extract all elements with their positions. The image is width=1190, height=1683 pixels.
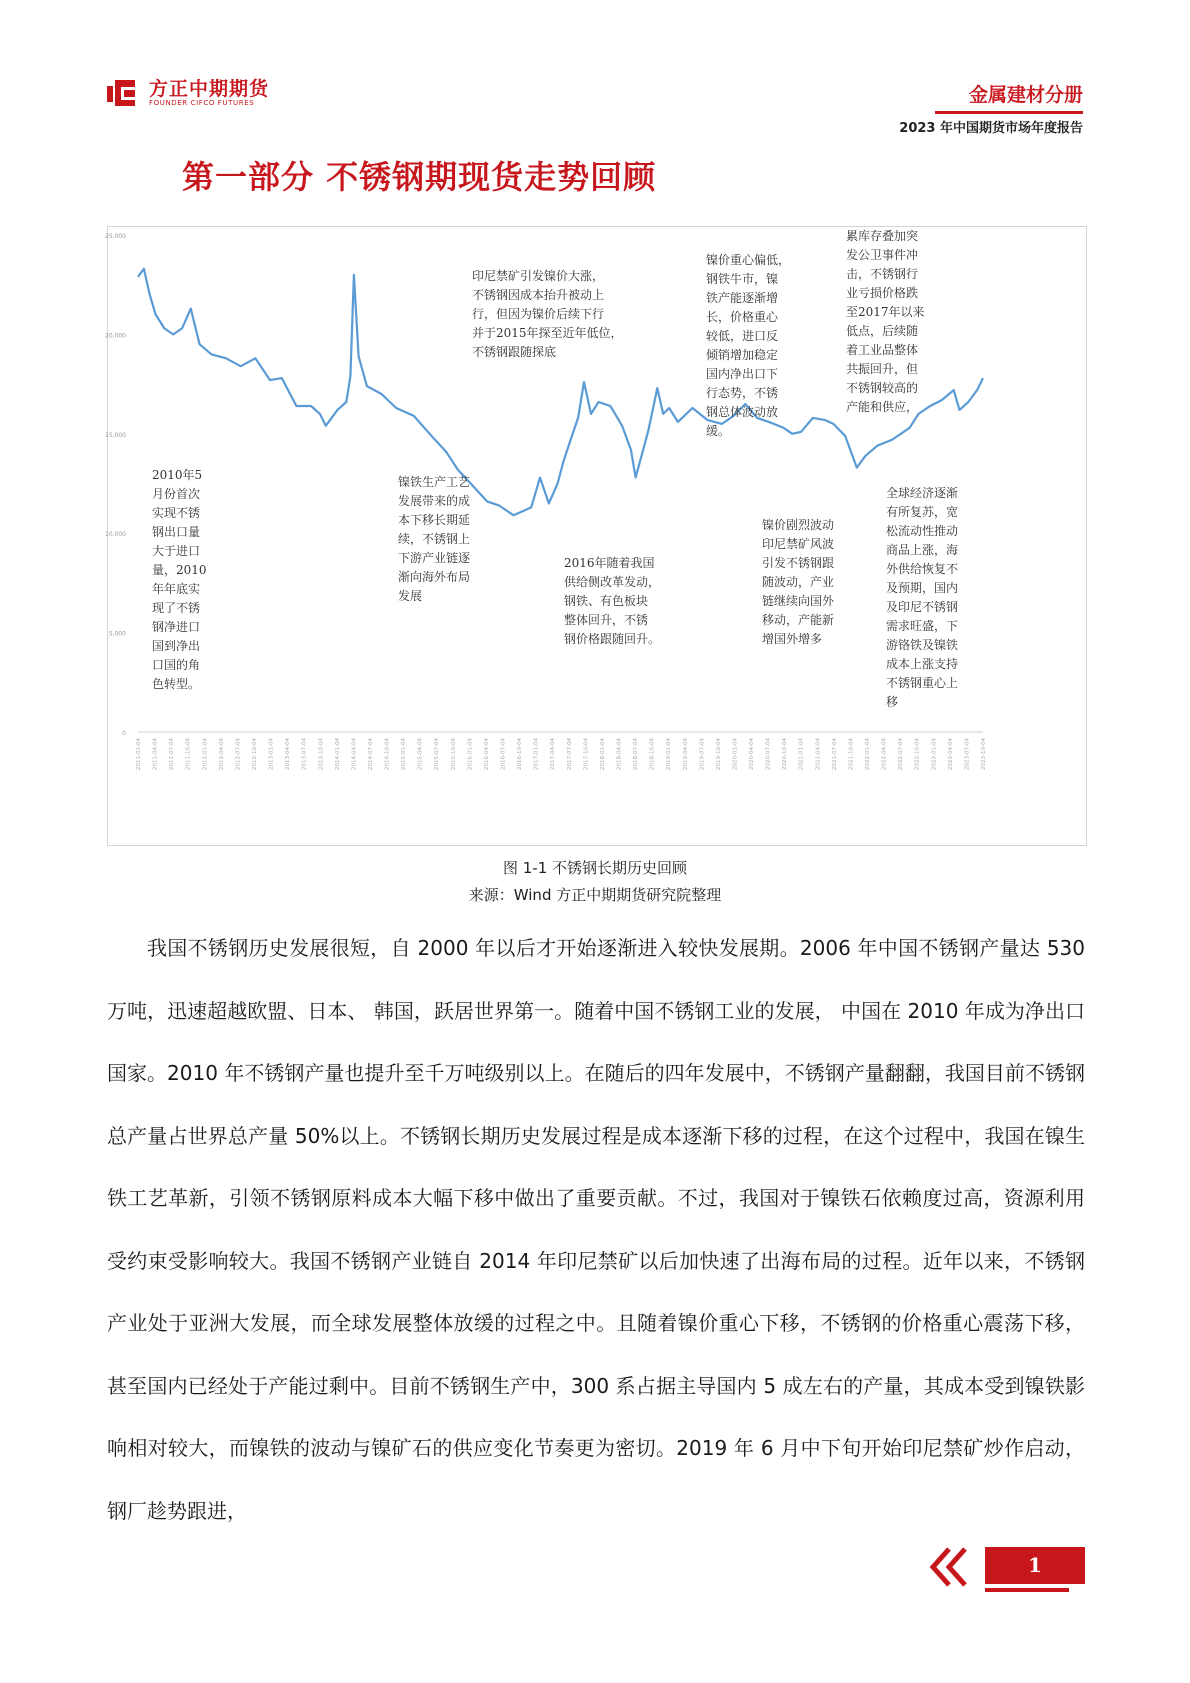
x-tick-label: 2018-01-04	[599, 738, 606, 770]
annotation-line: 钢价格跟随回升。	[564, 632, 661, 646]
annotation-line: 行态势，不锈	[706, 386, 779, 400]
x-tick-label: 2015-07-04	[434, 738, 441, 770]
page-number: 1	[985, 1547, 1085, 1584]
annotation-line: 成本上涨支持	[886, 657, 959, 671]
y-tick-label: 25,000	[105, 233, 126, 240]
x-tick-label: 2020-01-04	[732, 738, 739, 770]
annotation-line: 大于进口	[152, 544, 201, 558]
x-tick-label: 2017-04-04	[550, 738, 557, 770]
annotation-line: 行，但因为镍价后续下行	[472, 307, 605, 321]
annotation-line: 口国的角	[152, 658, 201, 672]
annotation-line: 本下移长期延	[398, 513, 471, 527]
x-tick-label: 2023-01-04	[931, 738, 938, 770]
volume-title: 金属建材分册	[968, 84, 1083, 106]
annotation-line: 2010年5	[152, 468, 203, 482]
x-tick-label: 2021-07-04	[831, 738, 838, 770]
x-tick-label: 2021-04-04	[815, 738, 822, 770]
x-tick-label: 2013-10-04	[318, 738, 325, 770]
annotation-line: 链继续向国外	[762, 594, 835, 608]
annotation-line: 整体回升，不锈	[564, 613, 649, 627]
annotation-line: 累库存叠加突	[846, 229, 919, 243]
report-title: 2023 年中国期货市场年度报告	[899, 121, 1083, 136]
annotation-line: 共振回升，但	[846, 362, 919, 376]
annotation-line: 印尼禁矿风波	[762, 537, 835, 551]
x-tick-label: 2012-01-04	[202, 738, 209, 770]
x-tick-label: 2013-07-04	[301, 738, 308, 770]
x-tick-label: 2011-10-04	[185, 738, 192, 770]
annotation-line: 钢铁牛市，镍	[706, 272, 779, 286]
x-tick-label: 2019-01-04	[666, 738, 673, 770]
annotation-line: 移	[886, 695, 899, 709]
x-tick-label: 2019-10-04	[715, 738, 722, 770]
y-tick-label: 10,000	[105, 531, 126, 539]
x-tick-label: 2014-07-04	[367, 738, 374, 770]
page-underline	[985, 1588, 1069, 1592]
x-tick-label: 2019-04-04	[682, 738, 689, 770]
annotation-line: 镍价剧烈波动	[762, 518, 835, 532]
x-tick-label: 2012-07-04	[235, 738, 242, 770]
annotation-line: 倾销增加稳定	[706, 348, 779, 362]
annotation-line: 缓。	[706, 424, 731, 438]
x-tick-label: 2019-07-04	[699, 738, 706, 770]
x-tick-label: 2011-04-04	[152, 738, 159, 770]
annotation-line: 供给侧改革发动，	[564, 575, 661, 589]
x-tick-label: 2017-01-04	[533, 738, 540, 770]
annotation-line: 国到净出	[152, 639, 201, 653]
x-tick-label: 2016-07-04	[500, 738, 507, 770]
x-tick-label: 2018-07-04	[633, 738, 640, 770]
annotation-indonesia-ban	[472, 267, 632, 362]
annotation-line: 2016年随着我国	[564, 556, 655, 570]
x-tick-label: 2020-04-04	[749, 738, 756, 770]
logo-mark-icon	[105, 78, 143, 108]
y-tick-label: 0	[122, 730, 126, 737]
annotation-line: 钢总体波动放	[706, 405, 779, 419]
annotation-line: 不锈钢重心上	[886, 676, 959, 690]
annotation-line: 年年底实	[152, 582, 201, 596]
annotation-line: 发展带来的成	[398, 494, 471, 508]
annotation-line: 击，不锈钢行	[846, 267, 919, 281]
price-history-chart	[107, 226, 1087, 846]
x-tick-label: 2014-01-04	[334, 738, 341, 770]
annotation-line: 随波动，产业	[762, 575, 835, 589]
annotation-nickel-volatility	[762, 516, 852, 649]
x-tick-label: 2022-07-04	[898, 738, 905, 770]
annotation-line: 及印尼不锈钢	[886, 600, 959, 614]
annotation-line: 钢铁、有色板块	[564, 594, 649, 608]
x-tick-label: 2016-10-04	[517, 738, 524, 770]
x-tick-label: 2023-07-04	[964, 738, 971, 770]
annotation-line: 低点，后续随	[846, 324, 919, 338]
annotation-recovery	[886, 484, 976, 712]
annotation-line: 并于2015年探至近年低位，	[472, 326, 623, 340]
annotation-line: 下游产业链逐	[398, 551, 471, 565]
annotation-line: 镍价重心偏低，	[706, 253, 791, 267]
figure-caption: 图 1-1 不锈钢长期历史回顾	[502, 859, 688, 877]
annotation-line: 铁产能逐渐增	[706, 291, 779, 305]
x-tick-label: 2015-04-04	[417, 738, 424, 770]
annotation-nickel-process	[398, 473, 488, 606]
annotation-public-health	[846, 227, 932, 417]
x-tick-label: 2011-01-04	[136, 738, 142, 770]
annotation-line: 不锈钢因成本抬升被动上	[472, 288, 605, 302]
x-tick-label: 2020-07-04	[765, 738, 772, 770]
annotation-line: 商品上涨，海	[886, 543, 959, 557]
body-paragraph	[107, 917, 1085, 1542]
annotation-line: 印尼禁矿引发镍价大涨，	[472, 269, 605, 283]
annotation-line: 引发不锈钢跟	[762, 556, 835, 570]
annotation-supply-reform	[564, 554, 668, 649]
annotation-line: 不锈钢较高的	[846, 381, 919, 395]
annotation-line: 不锈钢跟随探底	[472, 345, 557, 359]
annotation-line: 业亏损价格跌	[846, 286, 919, 300]
y-tick-label: 15,000	[105, 431, 126, 439]
body-paragraph-text: 我国不锈钢历史发展很短，自 2000 年以后才开始逐渐进入较快发展期。2006 年中国不锈钢产量达 530 万吨，迅速超越欧盟、日本、 韩国，跃居世界第一。随着中国不锈钢工业的发展， 中国在 2010 年成为净出口国家。2010 年不锈钢产量也提升至千万吨级别以上。在随后的四年发展中，不锈钢产量翻翻，我国目前不锈钢总产量占世界总产量 50%以上。不锈钢长期历史发展过程是成本逐渐下移的过程，在这个过程中，我国在镍生铁工艺革新，引领不锈钢原料成本大幅下移中做出了重要贡献。不过，我国对于镍铁石依赖度过高，资源利用受约束受影响较大。我国不锈钢产业链自 2014 年印尼禁矿以后加快速了出海布局的过程。近年以来，不锈钢产业处于亚洲大发展，而全球发展整体放缓的过程之中。且随着镍价重心下移，不锈钢的价格重心震荡下移，甚至国内已经处于产能过剩中。目前不锈钢生产中，300 系占据主导国内 5 成左右的产量，其成本受到镍铁影响相对较大，而镍铁的波动与镍矿石的供应变化节奏更为密切。2019 年 6 月中下旬开始印尼禁矿炒作启动，钢厂趁势跟进，	[107, 936, 1085, 1523]
annotation-line: 发公卫事件冲	[846, 248, 919, 262]
annotation-line: 镍铁生产工艺	[398, 475, 471, 489]
annotation-line: 增国外增多	[762, 632, 823, 646]
logo-name-cn: 方正中期期货	[149, 77, 270, 100]
y-tick-label: 5,000	[108, 630, 126, 638]
x-tick-label: 2015-01-04	[401, 738, 408, 770]
annotation-line: 松流动性推动	[886, 524, 959, 538]
annotation-line: 现了不锈	[152, 601, 201, 615]
annotation-line: 长，价格重心	[706, 310, 779, 324]
x-tick-label: 2014-10-04	[384, 738, 391, 770]
x-tick-label: 2021-01-04	[798, 738, 805, 770]
double-chevron-left-icon	[927, 1547, 983, 1591]
annotation-line: 移动，产能新	[762, 613, 835, 627]
annotation-line: 色转型。	[152, 677, 201, 691]
x-tick-label: 2013-01-04	[268, 738, 275, 770]
x-tick-label: 2022-04-04	[881, 738, 888, 770]
x-tick-label: 2023-04-04	[947, 738, 954, 770]
x-tick-label: 2018-10-04	[649, 738, 656, 770]
x-tick-label: 2011-07-04	[169, 738, 176, 770]
x-tick-label: 2016-04-04	[483, 738, 490, 770]
x-tick-label: 2012-10-04	[251, 738, 258, 770]
annotation-line: 游铬铁及镍铁	[886, 638, 959, 652]
x-tick-label: 2012-04-04	[218, 738, 225, 770]
annotation-line: 实现不锈	[152, 506, 201, 520]
annotation-line: 钢净进口	[152, 620, 201, 634]
annotation-line: 国内净出口下	[706, 367, 779, 381]
annotation-line: 渐向海外布局	[398, 570, 471, 584]
annotation-line: 产能和供应，	[846, 400, 919, 414]
annotation-line: 需求旺盛，下	[886, 619, 959, 633]
x-tick-label: 2013-04-04	[285, 738, 292, 770]
section-title: 第一部分 不锈钢期现货走势回顾	[182, 158, 657, 196]
annotation-line: 发展	[398, 589, 423, 603]
x-tick-label: 2017-07-04	[566, 738, 573, 770]
company-logo	[105, 78, 269, 108]
x-tick-label: 2021-10-04	[848, 738, 855, 770]
logo-name-en: FOUNDER CIFCO FUTURES	[149, 98, 255, 107]
x-tick-label: 2018-04-04	[616, 738, 623, 770]
x-tick-label: 2020-10-04	[782, 738, 789, 770]
annotation-2010	[152, 466, 216, 694]
x-tick-label: 2022-01-04	[865, 738, 872, 770]
x-tick-label: 2014-04-04	[351, 738, 358, 770]
annotation-line: 量，2010	[152, 563, 207, 577]
annotation-line: 续，不锈钢上	[398, 532, 471, 546]
y-tick-label: 20,000	[105, 332, 126, 340]
annotation-line: 月份首次	[152, 487, 201, 501]
annotation-line: 外供给恢复不	[886, 562, 959, 576]
x-tick-label: 2022-10-04	[914, 738, 921, 770]
annotation-line: 全球经济逐渐	[886, 486, 959, 500]
x-tick-label: 2016-01-04	[467, 738, 474, 770]
report-header	[899, 82, 1083, 137]
x-tick-label: 2017-10-04	[583, 738, 590, 770]
annotation-line: 至2017年以来	[846, 305, 925, 319]
figure-source: 来源：Wind 方正中期期货研究院整理	[468, 886, 722, 904]
annotation-nickel-center	[706, 251, 798, 441]
x-tick-label: 2015-10-04	[450, 738, 457, 770]
annotation-line: 及预期，国内	[886, 581, 959, 595]
annotation-line: 着工业品整体	[846, 343, 919, 357]
x-tick-label: 2023-10-04	[981, 738, 987, 770]
annotation-line: 较低，进口反	[706, 329, 779, 343]
annotation-line: 钢出口量	[152, 525, 201, 539]
annotation-line: 有所复苏，宽	[886, 505, 959, 519]
header-divider	[935, 111, 1083, 114]
